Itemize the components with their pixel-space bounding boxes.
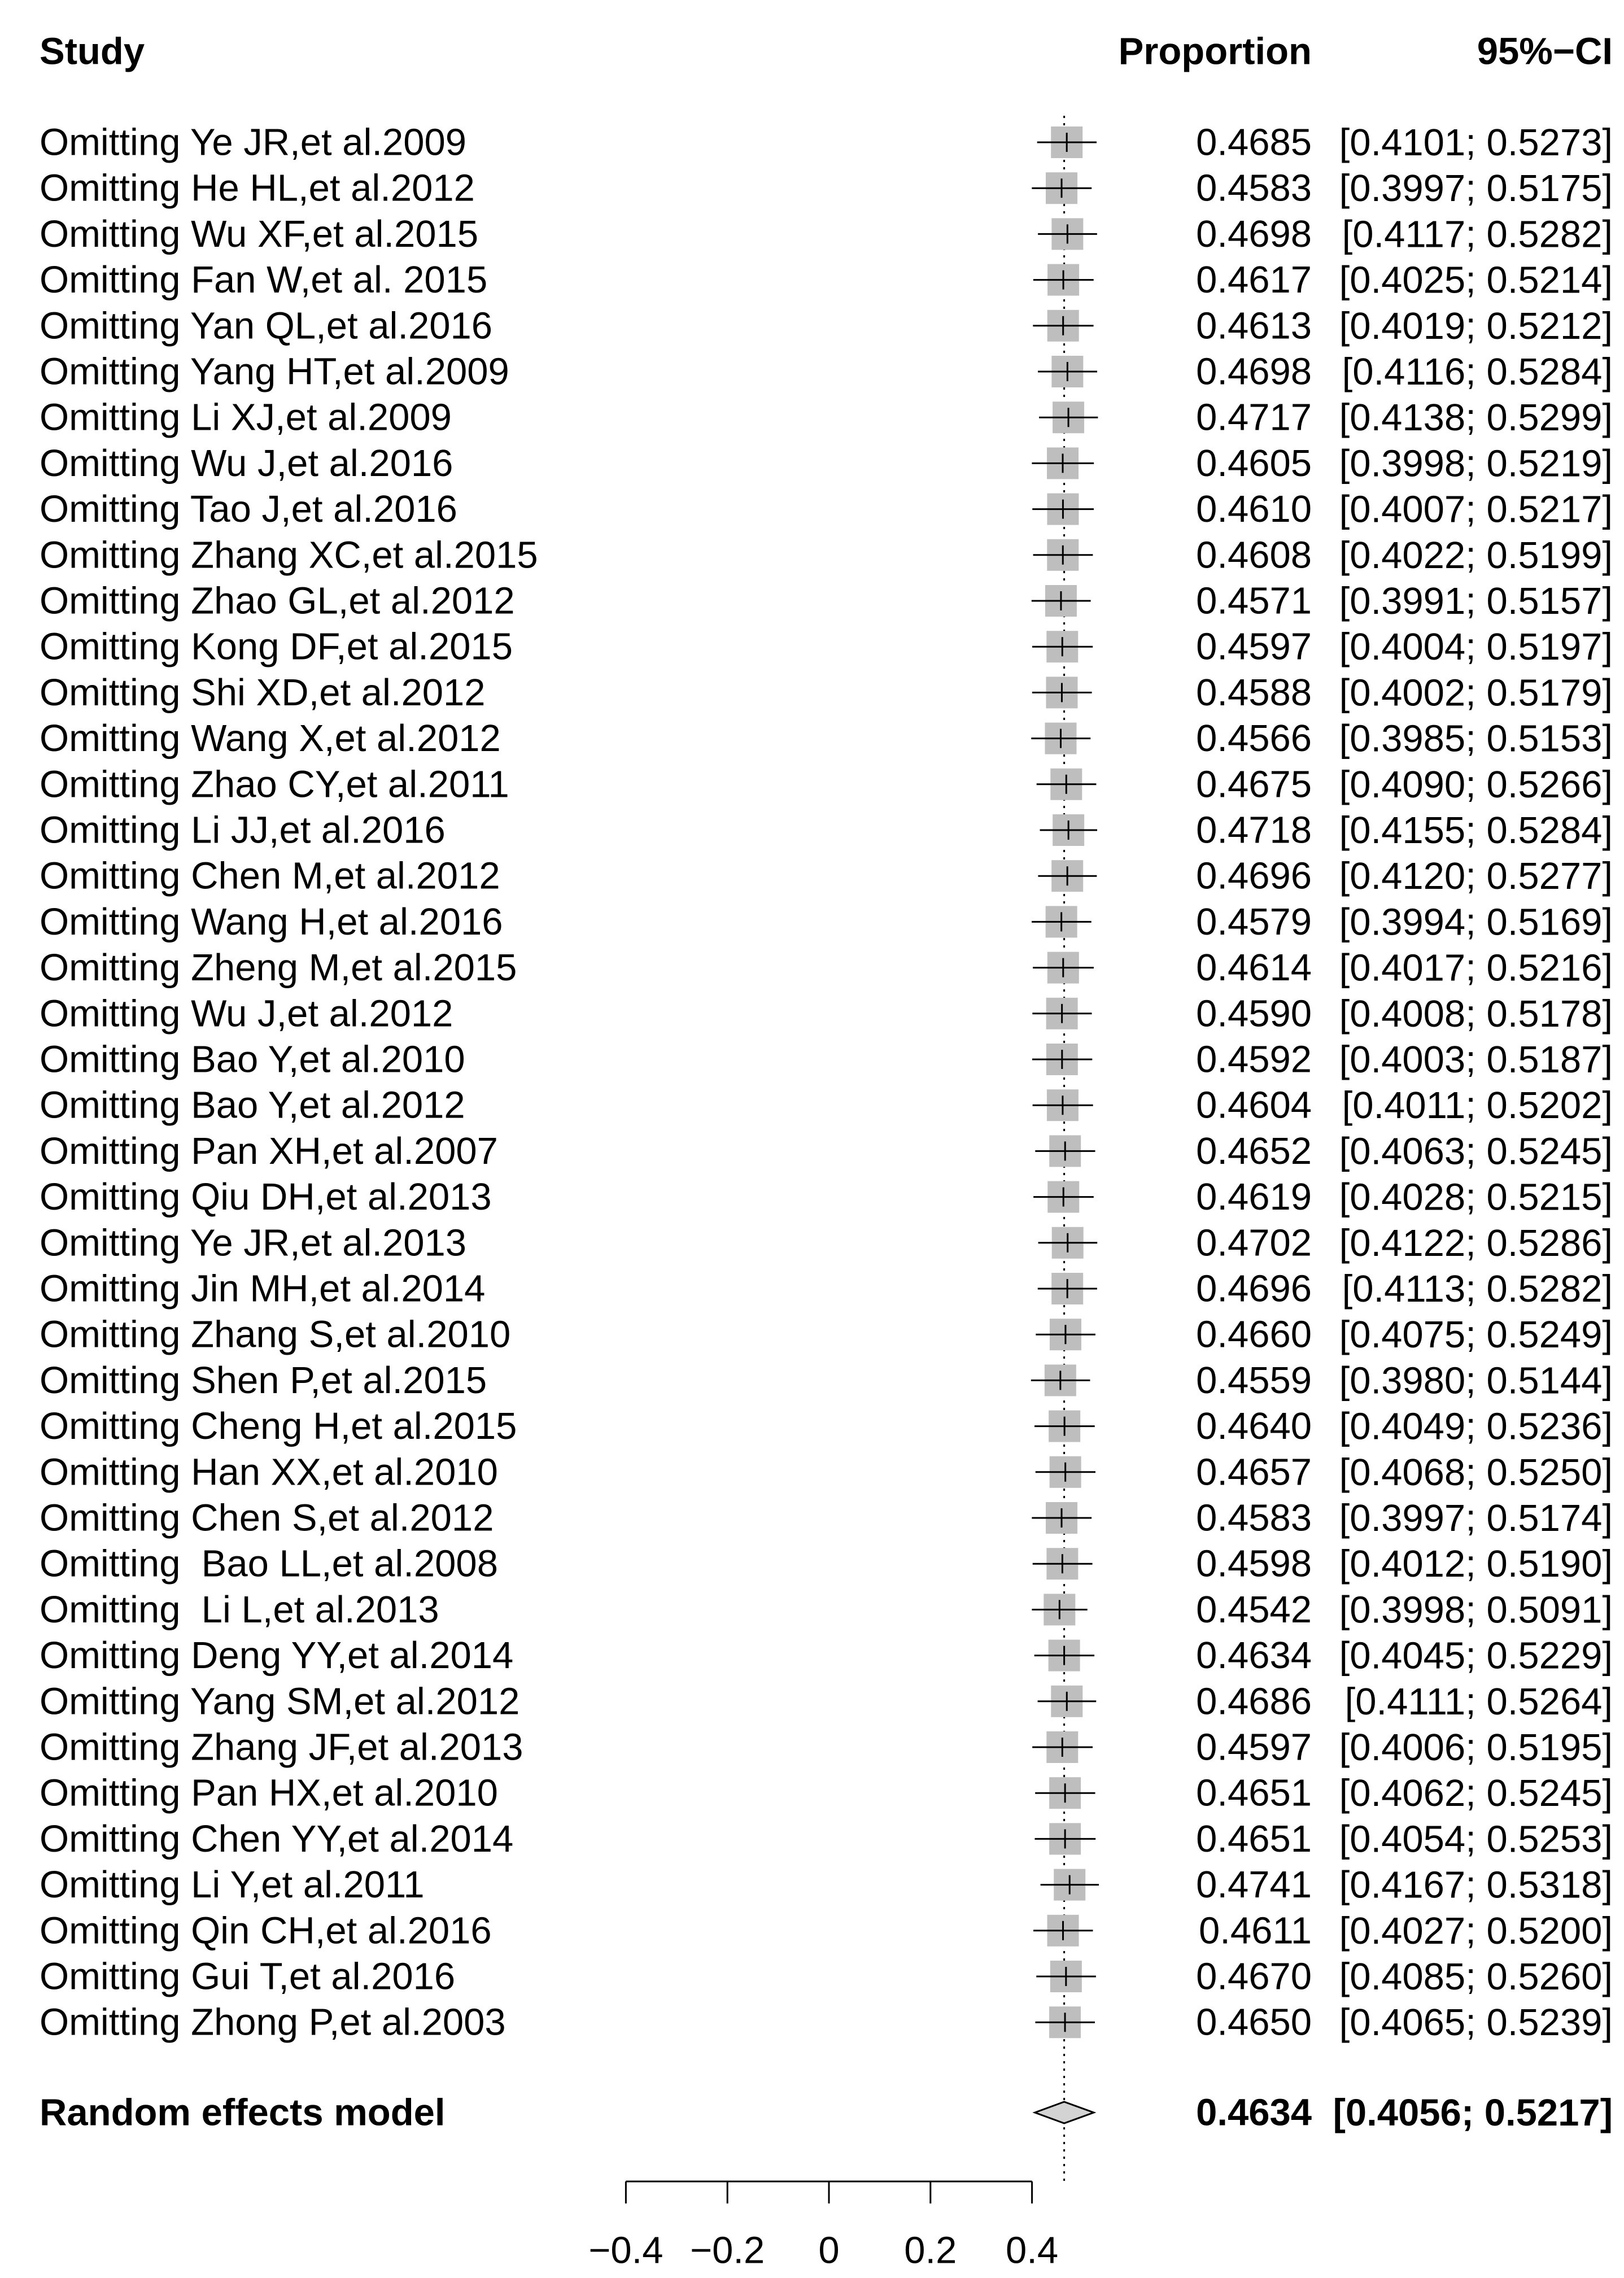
ci-upper-value: 0.5190 [1486,1542,1603,1585]
study-label: Omitting Zheng M,et al.2015 [40,946,517,989]
study-row [40,1956,1613,1998]
x-axis-tick-label: −0.2 [690,2229,765,2272]
ci-upper-value: 0.5249 [1486,1313,1603,1356]
ci-lower-value: 0.4068 [1350,1451,1466,1494]
proportion-value: 0.4685 [1196,121,1312,164]
study-label: Omitting Bao Y,et al.2010 [40,1038,465,1081]
proportion-value: 0.4613 [1196,304,1312,347]
proportion-value: 0.4583 [1196,1496,1312,1539]
study-row [40,1405,1613,1447]
study-label: Omitting Shen P,et al.2015 [40,1359,487,1402]
ci-value: [0.4017; 0.5216] [1339,946,1613,989]
ci-upper-value: 0.5200 [1486,1909,1603,1952]
study-label: Omitting Gui T,et al.2016 [40,1955,456,1998]
study-label: Omitting Li Y,et al.2011 [40,1864,425,1906]
ci-upper-value: 0.5175 [1486,167,1603,210]
ci-lower-value: 0.4011 [1352,1084,1466,1127]
proportion-value: 0.4717 [1196,396,1312,439]
ci-upper-value: 0.5284 [1486,350,1603,393]
ci-lower-value: 0.4008 [1350,992,1466,1035]
ci-value: [0.4155; 0.5284] [1339,809,1613,852]
study-row [40,809,1613,852]
summary-ci: [0.4056; 0.5217] [1333,2091,1613,2134]
ci-lower-value: 0.4085 [1350,1955,1466,1998]
ci-value: [0.4117; 0.5282] [1342,212,1613,255]
study-row [40,1543,1613,1585]
ci-value: [0.4025; 0.5214] [1339,259,1613,302]
ci-upper-value: 0.5214 [1486,259,1603,302]
proportion-value: 0.4611 [1199,1909,1312,1952]
ci-value: [0.4006; 0.5195] [1339,1726,1613,1769]
proportion-value: 0.4651 [1196,1817,1312,1860]
ci-upper-value: 0.5266 [1486,763,1603,806]
study-label: Omitting Fan W,et al. 2015 [40,259,488,302]
ci-lower-value: 0.4054 [1350,1817,1466,1860]
ci-lower-value: 0.3997 [1350,1496,1466,1539]
summary-proportion: 0.4634 [1196,2091,1312,2134]
ci-value: [0.3991; 0.5157] [1339,579,1613,622]
study-label: Omitting Yan QL,et al.2016 [40,304,493,347]
ci-upper-value: 0.5318 [1486,1864,1603,1906]
ci-lower-value: 0.4022 [1350,534,1466,577]
proportion-column-header: Proportion [1118,30,1312,73]
study-label: Omitting Chen M,et al.2012 [40,854,500,897]
ci-upper-value: 0.5277 [1486,854,1603,897]
ci-upper-value: 0.5199 [1486,534,1603,577]
proportion-value: 0.4617 [1196,259,1312,302]
ci-value: [0.3998; 0.5219] [1339,442,1613,485]
proportion-value: 0.4640 [1196,1405,1312,1448]
ci-value: [0.4075; 0.5249] [1339,1313,1613,1356]
ci-value: [0.4063; 0.5245] [1339,1129,1613,1172]
x-axis-tick-label: 0.4 [1006,2229,1059,2272]
proportion-value: 0.4698 [1196,350,1312,393]
study-label: Omitting Cheng H,et al.2015 [40,1405,517,1448]
ci-lower-value: 0.4122 [1350,1221,1466,1264]
ci-lower-value: 0.4116 [1352,350,1466,393]
study-row [40,1359,1613,1402]
ci-upper-value: 0.5153 [1486,717,1603,760]
study-label: Omitting Ye JR,et al.2013 [40,1221,467,1264]
study-label: Omitting Yang HT,et al.2009 [40,350,509,393]
study-row [40,534,1613,576]
study-label: Omitting Chen S,et al.2012 [40,1496,494,1539]
ci-value: [0.4068; 0.5250] [1339,1451,1613,1494]
study-label: Omitting Wang X,et al.2012 [40,717,501,760]
ci-upper-value: 0.5245 [1486,1771,1603,1814]
x-axis-tick-label: 0.2 [904,2229,957,2272]
ci-upper-value: 0.5282 [1486,1267,1603,1310]
study-row [40,1497,1613,1539]
study-row [40,992,1613,1035]
ci-upper-value: 0.5216 [1486,946,1603,989]
study-row [40,626,1613,668]
study-label: Omitting Yang SM,et al.2012 [40,1680,520,1723]
ci-value: [0.4054; 0.5253] [1339,1817,1613,1860]
ci-lower-value: 0.3980 [1350,1359,1466,1402]
ci-upper-value: 0.5253 [1486,1817,1603,1860]
proportion-value: 0.4542 [1196,1588,1312,1631]
ci-value: [0.4022; 0.5199] [1339,534,1613,577]
study-label: Omitting Ye JR,et al.2009 [40,121,467,164]
ci-upper-value: 0.5217 [1486,488,1603,531]
ci-lower-value: 0.3991 [1350,579,1466,622]
study-row [40,1268,1613,1310]
ci-value: [0.4002; 0.5179] [1339,671,1613,714]
study-label: Omitting Han XX,et al.2010 [40,1451,498,1494]
summary-row [40,2092,1613,2134]
ci-lower-value: 0.4065 [1350,2001,1466,2044]
study-row [40,1221,1613,1264]
ci-lower-value: 0.4019 [1350,304,1466,347]
ci-lower-value: 0.4111 [1355,1680,1466,1723]
study-row [40,213,1613,255]
ci-lower-value: 0.3998 [1350,1588,1466,1631]
ci-upper-value: 0.5282 [1486,212,1603,255]
ci-lower-value: 0.4101 [1350,121,1466,164]
study-label: Omitting Zhang S,et al.2010 [40,1313,511,1356]
ci-lower-value: 0.4063 [1350,1129,1466,1172]
study-label: Omitting Li L,et al.2013 [40,1588,439,1631]
ci-value: [0.3985; 0.5153] [1339,717,1613,760]
study-row [40,1176,1613,1218]
study-row [40,1864,1613,1906]
ci-lower-value: 0.4120 [1350,854,1466,897]
study-row [40,488,1613,530]
ci-lower-value: 0.4025 [1350,259,1466,302]
proportion-value: 0.4675 [1196,763,1312,806]
ci-column-header: 95%−CI [1477,30,1613,73]
proportion-value: 0.4650 [1196,2001,1312,2044]
study-label: Omitting Shi XD,et al.2012 [40,671,486,714]
proportion-value: 0.4608 [1196,534,1312,577]
ci-lower-value: 0.4012 [1350,1542,1466,1585]
ci-upper-value: 0.5299 [1486,396,1603,439]
study-row [40,1038,1613,1081]
proportion-value: 0.4604 [1196,1084,1312,1127]
study-row [40,167,1613,210]
ci-upper-value: 0.5284 [1486,809,1603,852]
ci-value: [0.4085; 0.5260] [1339,1955,1613,1998]
ci-lower-value: 0.4002 [1350,671,1466,714]
ci-value: [0.3997; 0.5174] [1339,1496,1613,1539]
study-label: Omitting Wu J,et al.2016 [40,442,453,485]
ci-value: [0.4090; 0.5266] [1339,763,1613,806]
proportion-value: 0.4702 [1196,1221,1312,1264]
ci-lower-value: 0.4062 [1350,1771,1466,1814]
study-row [40,1589,1613,1631]
proportion-value: 0.4718 [1196,809,1312,852]
ci-lower-value: 0.4003 [1350,1038,1466,1081]
ci-value: [0.4045; 0.5229] [1339,1634,1613,1677]
study-label: Omitting Zhang XC,et al.2015 [40,534,538,577]
study-row [40,1909,1613,1952]
summary-label: Random effects model [40,2091,446,2134]
study-label: Omitting Zhong P,et al.2003 [40,2001,506,2044]
ci-value: [0.4101; 0.5273] [1339,121,1613,164]
ci-upper-value: 0.5157 [1486,579,1603,622]
proportion-value: 0.4657 [1196,1451,1312,1494]
proportion-value: 0.4696 [1196,1267,1312,1310]
study-row [40,442,1613,485]
ci-upper-value: 0.5245 [1486,1129,1603,1172]
ci-upper-value: 0.5174 [1486,1496,1603,1539]
ci-upper-value: 0.5178 [1486,992,1603,1035]
study-row [40,580,1613,622]
study-label: Omitting Bao Y,et al.2012 [40,1084,465,1127]
study-label: Omitting Zhao GL,et al.2012 [40,579,515,622]
ci-upper-value: 0.5215 [1486,1176,1603,1219]
ci-value: [0.4007; 0.5217] [1339,488,1613,531]
study-label: Omitting Li XJ,et al.2009 [40,396,452,439]
ci-lower-value: 0.4075 [1350,1313,1466,1356]
ci-lower-value: 0.4004 [1350,625,1466,668]
ci-value: [0.4003; 0.5187] [1339,1038,1613,1081]
study-row [40,946,1613,989]
proportion-value: 0.4588 [1196,671,1312,714]
ci-upper-value: 0.5212 [1486,304,1603,347]
study-row [40,763,1613,805]
ci-lower-value: 0.4056 [1345,2091,1461,2134]
proportion-value: 0.4571 [1196,579,1312,622]
study-row [40,1634,1613,1677]
ci-upper-value: 0.5179 [1486,671,1603,714]
study-row [40,1772,1613,1814]
ci-lower-value: 0.4028 [1350,1176,1466,1219]
study-label: Omitting Jin MH,et al.2014 [40,1267,486,1310]
ci-upper-value: 0.5195 [1486,1726,1603,1769]
ci-lower-value: 0.4027 [1350,1909,1466,1952]
study-row [40,1084,1613,1127]
ci-value: [0.4122; 0.5286] [1339,1221,1613,1264]
study-row [40,121,1613,164]
study-row [40,1130,1613,1172]
proportion-value: 0.4651 [1196,1771,1312,1814]
proportion-value: 0.4583 [1196,167,1312,210]
study-row [40,901,1613,943]
study-label: Omitting He HL,et al.2012 [40,167,475,210]
ci-upper-value: 0.5286 [1486,1221,1603,1264]
ci-lower-value: 0.4049 [1350,1405,1466,1448]
proportion-value: 0.4605 [1196,442,1312,485]
ci-value: [0.4167; 0.5318] [1339,1864,1613,1906]
study-label: Omitting Pan HX,et al.2010 [40,1771,498,1814]
ci-value: [0.4116; 0.5284] [1342,350,1613,393]
ci-value: [0.4062; 0.5245] [1339,1771,1613,1814]
study-label: Omitting Tao J,et al.2016 [40,488,457,531]
ci-upper-value: 0.5239 [1486,2001,1603,2044]
proportion-value: 0.4598 [1196,1542,1312,1585]
proportion-value: 0.4590 [1196,992,1312,1035]
study-row [40,671,1613,714]
ci-upper-value: 0.5197 [1486,625,1603,668]
ci-upper-value: 0.5202 [1486,1084,1603,1127]
study-label: Omitting Wu J,et al.2012 [40,992,453,1035]
study-row [40,396,1613,439]
x-axis [588,2181,1058,2272]
study-row [40,1313,1613,1356]
ci-upper-value: 0.5169 [1486,900,1603,943]
ci-value: [0.4004; 0.5197] [1339,625,1613,668]
study-label: Omitting Chen YY,et al.2014 [40,1817,514,1860]
ci-lower-value: 0.4045 [1350,1634,1466,1677]
study-row [40,1680,1613,1722]
proportion-value: 0.4652 [1196,1129,1312,1172]
study-label: Omitting Kong DF,et al.2015 [40,625,513,668]
study-label: Omitting Qin CH,et al.2016 [40,1909,492,1952]
ci-lower-value: 0.4155 [1350,809,1466,852]
ci-upper-value: 0.5144 [1486,1359,1603,1402]
ci-lower-value: 0.3998 [1350,442,1466,485]
x-axis-tick-label: −0.4 [588,2229,663,2272]
ci-lower-value: 0.4007 [1350,488,1466,531]
plot-area [40,116,1613,2272]
study-label: Omitting Deng YY,et al.2014 [40,1634,514,1677]
study-row [40,1818,1613,1860]
proportion-value: 0.4686 [1196,1680,1312,1723]
ci-value: [0.3994; 0.5169] [1339,900,1613,943]
study-label: Omitting Wang H,et al.2016 [40,900,503,943]
ci-lower-value: 0.4017 [1350,946,1466,989]
x-axis-tick-label: 0 [818,2229,840,2272]
ci-value: [0.4120; 0.5277] [1339,854,1613,897]
ci-upper-value: 0.5273 [1486,121,1603,164]
ci-upper-value: 0.5229 [1486,1634,1603,1677]
study-column-header: Study [40,30,145,73]
study-row [40,1726,1613,1769]
ci-lower-value: 0.3997 [1350,167,1466,210]
ci-value: [0.3997; 0.5175] [1339,167,1613,210]
study-label: Omitting Wu XF,et al.2015 [40,212,479,255]
proportion-value: 0.4597 [1196,1726,1312,1769]
study-row [40,717,1613,760]
ci-lower-value: 0.4167 [1350,1864,1466,1906]
ci-upper-value: 0.5250 [1486,1451,1603,1494]
proportion-value: 0.4698 [1196,212,1312,255]
column-headers [40,30,1613,73]
study-row [40,2001,1613,2044]
proportion-value: 0.4614 [1196,946,1312,989]
proportion-value: 0.4592 [1196,1038,1312,1081]
study-label: Omitting Bao LL,et al.2008 [40,1542,498,1585]
study-row [40,855,1613,897]
ci-lower-value: 0.4138 [1350,396,1466,439]
study-label: Omitting Li JJ,et al.2016 [40,809,446,852]
proportion-value: 0.4670 [1196,1955,1312,1998]
proportion-value: 0.4619 [1196,1176,1312,1219]
ci-upper-value: 0.5236 [1486,1405,1603,1448]
ci-upper-value: 0.5091 [1486,1588,1603,1631]
summary-diamond [1035,2102,1094,2123]
ci-value: [0.4065; 0.5239] [1339,2001,1613,2044]
study-label: Omitting Qiu DH,et al.2013 [40,1176,492,1219]
study-row [40,1451,1613,1493]
proportion-value: 0.4634 [1196,1634,1312,1677]
proportion-value: 0.4566 [1196,717,1312,760]
proportion-value: 0.4579 [1196,900,1312,943]
study-row [40,259,1613,301]
study-label: Omitting Pan XH,et al.2007 [40,1129,498,1172]
ci-value: [0.4138; 0.5299] [1339,396,1613,439]
ci-lower-value: 0.4006 [1350,1726,1466,1769]
proportion-value: 0.4660 [1196,1313,1312,1356]
proportion-value: 0.4696 [1196,854,1312,897]
ci-upper-value: 0.5219 [1486,442,1603,485]
study-label: Omitting Zhao CY,et al.2011 [40,763,509,806]
ci-value: [0.3980; 0.5144] [1339,1359,1613,1402]
ci-value: [0.4011; 0.5202] [1342,1084,1613,1127]
ci-value: [0.4008; 0.5178] [1339,992,1613,1035]
ci-value: [0.4049; 0.5236] [1339,1405,1613,1448]
study-row [40,351,1613,393]
ci-value: [0.4019; 0.5212] [1339,304,1613,347]
ci-upper-value: 0.5217 [1484,2091,1600,2134]
ci-value: [0.4012; 0.5190] [1339,1542,1613,1585]
proportion-value: 0.4610 [1196,488,1312,531]
ci-value: [0.3998; 0.5091] [1339,1588,1613,1631]
ci-value: [0.4111; 0.5264] [1344,1680,1613,1723]
ci-lower-value: 0.4113 [1352,1267,1466,1310]
proportion-value: 0.4741 [1196,1864,1312,1906]
ci-lower-value: 0.3994 [1350,900,1466,943]
ci-upper-value: 0.5264 [1486,1680,1603,1723]
ci-lower-value: 0.4090 [1350,763,1466,806]
ci-value: [0.4028; 0.5215] [1339,1176,1613,1219]
ci-upper-value: 0.5187 [1486,1038,1603,1081]
proportion-value: 0.4597 [1196,625,1312,668]
ci-lower-value: 0.3985 [1350,717,1466,760]
ci-value: [0.4027; 0.5200] [1339,1909,1613,1952]
proportion-value: 0.4559 [1196,1359,1312,1402]
ci-upper-value: 0.5260 [1486,1955,1603,1998]
study-label: Omitting Zhang JF,et al.2013 [40,1726,523,1769]
study-row [40,304,1613,347]
ci-value: [0.4113; 0.5282] [1342,1267,1613,1310]
ci-lower-value: 0.4117 [1352,212,1466,255]
